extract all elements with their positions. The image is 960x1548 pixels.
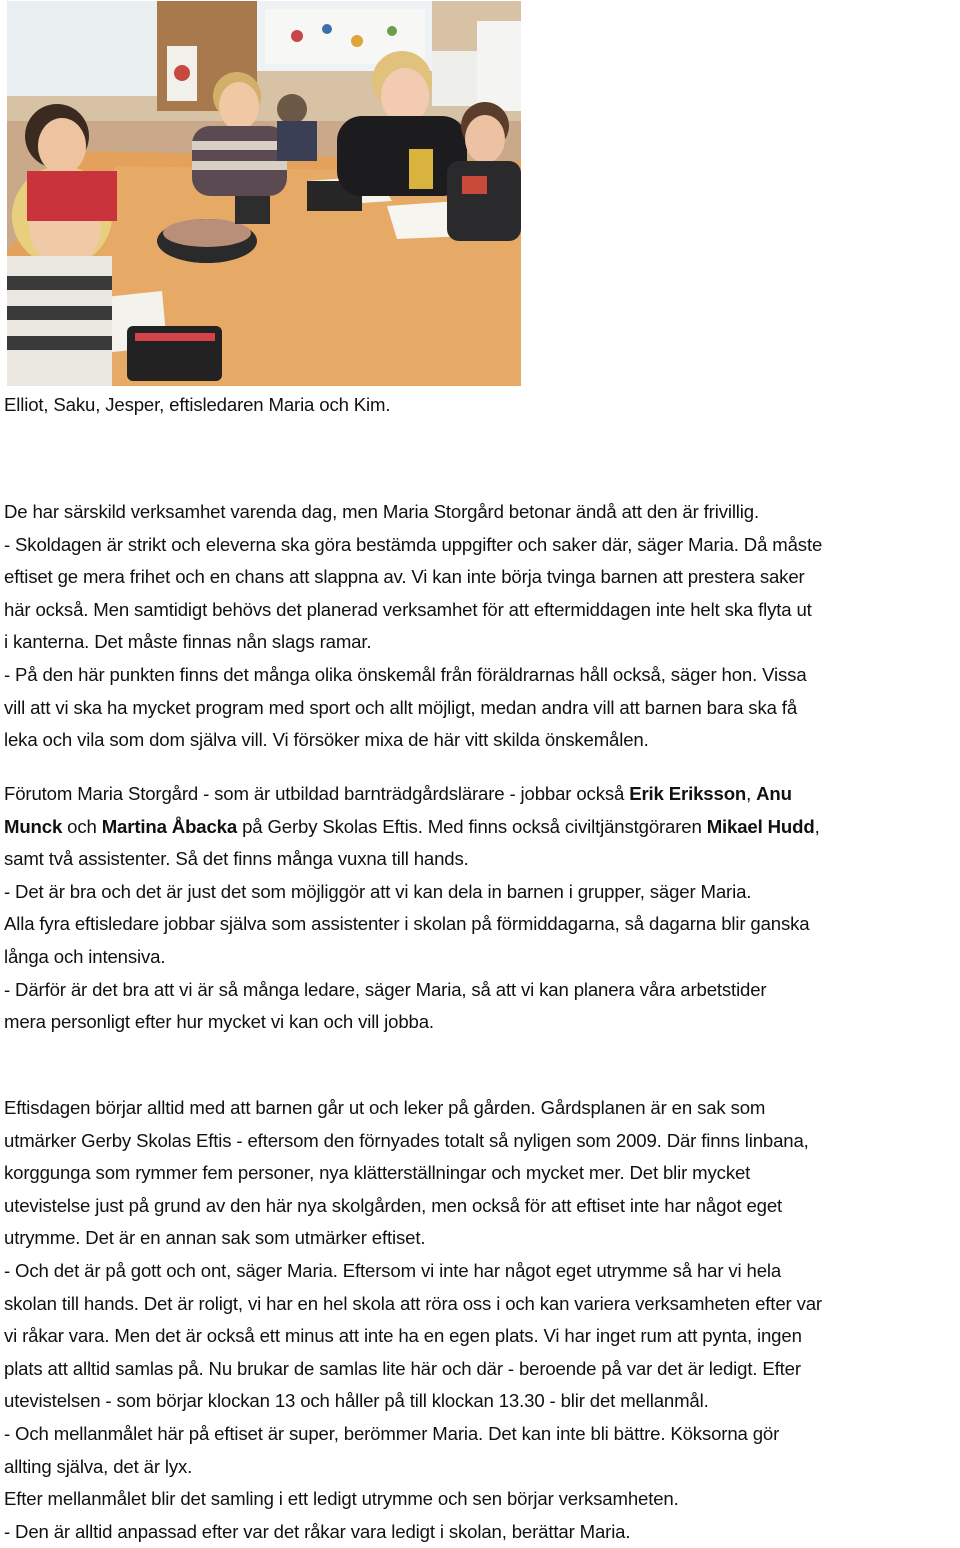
text-line: i kanterna. Det måste finnas nån slags ramar. [4,631,372,653]
text-line [4,778,960,811]
text-line: - På den här punkten finns det många olika önskemål från föräldrarnas håll också, säger hon. Vissa [4,663,807,685]
paragraph-3 [4,1092,960,1548]
text-line: utevistelsen - som börjar klockan 13 och håller på till klockan 13.30 - blir det mellanmål. [4,1390,709,1412]
text-line: korggunga som rymmer fem personer, nya klätterställningar och mycket mer. Det blir mycket [4,1162,751,1184]
text-line: plats att alltid samlas på. Nu brukar de samlas lite här och där - beroende på var det är ledigt. Efter [4,1357,801,1379]
text-line: - Den är alltid anpassad efter var det råkar vara ledigt i skolan, berättar Maria. [4,1520,631,1542]
text-line: utrymme. Det är en annan sak som utmärker eftiset. [4,1227,426,1249]
text-line: mera personligt efter hur mycket vi kan och vill jobba. [4,1011,434,1033]
staff-name-anu-cont: Munck [4,815,63,837]
text-line: Efter mellanmålet blir det samling i ett ledigt utrymme och sen börjar verksamheten. [4,1488,679,1510]
text-line [4,811,960,844]
text-line: allting själva, det är lyx. [4,1455,193,1477]
text-line: Eftisdagen börjar alltid med att barnen går ut och leker på gården. Gårdsplanen är en sak som [4,1097,766,1118]
text-run: , [746,783,757,804]
text-line: leka och vila som dom själva vill. Vi försöker mixa de här vitt skilda önskemålen. [4,729,649,751]
text-line: vill att vi ska ha mycket program med sport och allt möjligt, medan andra vill att barnen bara ska få [4,696,798,718]
caption-text: Elliot, Saku, Jesper, eftisledaren Maria och Kim. [4,394,391,415]
staff-name-anu: Anu [756,783,792,804]
text-line: - Och det är på gott och ont, säger Maria. Eftersom vi inte har något eget utrymme så har vi hela [4,1259,782,1281]
text-run: Förutom Maria Storgård - som är utbildad barnträdgårdslärare - jobbar också [4,783,630,804]
text-line: - Skoldagen är strikt och eleverna ska göra bestämda uppgifter och saker där, säger Maria. Då måste [4,533,823,555]
photo-caption [4,389,960,422]
text-run: på Gerby Skolas Eftis. Med finns också civiltjänstgöraren [237,815,707,837]
paragraph-2 [4,778,960,1039]
text-line: - Därför är det bra att vi är så många ledare, säger Maria, så att vi kan planera våra arbetstider [4,978,767,1000]
text-line: eftiset ge mera frihet och en chans att slappna av. Vi kan inte börja tvinga barnen att prestera saker [4,566,805,588]
text-run: , [814,815,820,837]
text-line: De har särskild verksamhet varenda dag, men Maria Storgård betonar ändå att den är frivillig. [4,501,759,522]
text-line: långa och intensiva. [4,945,166,967]
text-line: vi råkar vara. Men det är också ett minus att inte ha en egen plats. Vi har inget rum att pynta, ingen [4,1325,802,1347]
paragraph-1 [4,496,960,757]
staff-name-erik: Erik Eriksson [629,783,747,804]
text-run: och [62,815,102,837]
staff-name-martina: Martina Åbacka [101,815,238,837]
text-line: - Det är bra och det är just det som möjliggör att vi kan dela in barnen i grupper, säger Maria. [4,880,752,902]
classroom-photo [7,1,521,386]
text-line: utmärker Gerby Skolas Eftis - eftersom den förnyades totalt så nyligen som 2009. Där finns linbana, [4,1129,809,1151]
text-line: - Och mellanmålet här på eftiset är super, berömmer Maria. Det kan inte bli bättre. Köksorna gör [4,1422,780,1444]
text-line: skolan till hands. Det är roligt, vi har en hel skola att röra oss i och kan variera verksamheten efter var [4,1292,822,1314]
text-line: Alla fyra eftisledare jobbar själva som assistenter i skolan på förmiddagarna, så dagarna blir ganska [4,913,810,935]
staff-name-mikael: Mikael Hudd [706,815,815,837]
text-line: samt två assistenter. Så det finns många vuxna till hands. [4,848,469,870]
text-line: utevistelse just på grund av den här nya skolgården, men också för att eftiset inte har något eget [4,1194,783,1216]
text-line: här också. Men samtidigt behövs det planerad verksamhet för att eftermiddagen inte helt ska flyta ut [4,598,812,620]
